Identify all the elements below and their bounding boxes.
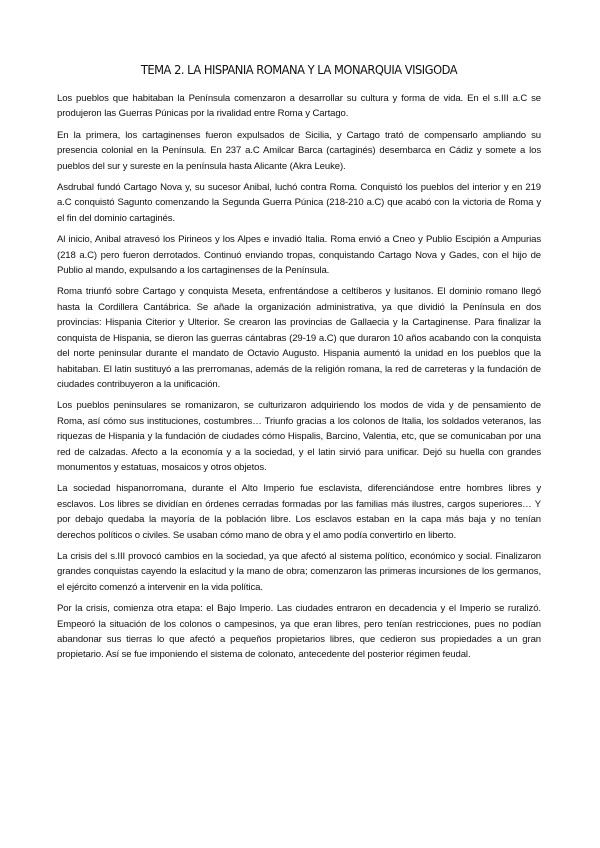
document-title: TEMA 2. LA HISPANIA ROMANA Y LA MONARQUIA VISIGODA bbox=[140, 62, 458, 77]
paragraph-2: En la primera, los cartaginenses fueron expulsados de Sicilia, y Cartago trató de compensarlo ampliando su presencia colonial en la Península. En 237 a.C Amilcar Barca (cartaginés) desembarca en Cádiz y somete a los pueblos del sur y sureste en la península hasta Alicante (Akra Leuke). bbox=[57, 129, 541, 172]
paragraph-8: La crisis del s.III provocó cambios en la sociedad, ya que afectó al sistema político, económico y social. Finalizaron grandes conquistas cayendo la eslacitud y la mano de obra; comenzaron las primeras incursiones de los germanos, el ejército comenzó a intervenir en la vida política. bbox=[57, 550, 541, 593]
paragraph-3: Asdrubal fundó Cartago Nova y, su sucesor Anibal, luchó contra Roma. Conquistó los pueblos del interior y en 219 a.C conquistó Sagunto comenzando la Segunda Guerra Púnica (218-210 a.C) que acabó con la victoria de Roma y el fin del dominio cartaginés. bbox=[57, 182, 541, 224]
paragraph-7: La sociedad hispanorromana, durante el Alto Imperio fue esclavista, diferenciándose entre hombres libres y esclavos. Los libres se dividían en órdenes cerradas formadas por las familias más ilustres, cargos superiores… Y por debajo quedaba la mayoría de la población libre. Los esclavos estaban en la capa más baja y no tenían derechos políticos o civiles. Se usaban cómo mano de obra y el amo podía convertirlo en liberto. bbox=[57, 483, 541, 541]
paragraph-5: Roma triunfó sobre Cartago y conquista Meseta, enfrentándose a celtíberos y lusitanos. El dominio romano llegó hasta la Cordillera Cantábrica. Se añade la organización administrativa, ya que dividió la Península en dos provincias: Hispania Citerior y Ulterior. Se crearon las provincias de Gallaecia y la Cartaginense. Para finalizar la conquista de Hispania, se dieron las guerras cántabras (29-19 a.C) que duraron 10 años acabando con la conquista del norte peninsular durante el mandato de Octavio Augusto. Hispania aumentó la unidad en los pueblos que la habitaban. El latin sustituyó a las prerromanas, además de la religión romana, la red de carreteras y la fundación de ciudades contribuyeron a la unificación. bbox=[57, 286, 541, 390]
paragraph-6: Los pueblos peninsulares se romanizaron, se culturizaron adquiriendo los modos de vida y de pensamiento de Roma, así cómo sus instituciones, costumbres… Triunfo gracias a los colonos de Italia, los soldados veteranos, las riquezas de Hispania y la fundación de ciudades cómo Hispalis, Barcino, Valentia, etc, que se comunicaban por una red de calzadas. Afecto a la economía y a la sociedad, y el latin sirvió para unificar. Dejó su huella con grandes monumentos y estatuas, mosaicos y otros objetos. bbox=[57, 400, 541, 473]
document-page bbox=[57, 62, 541, 669]
paragraph-1: Los pueblos que habitaban la Península comenzaron a desarrollar su cultura y forma de vida. En el s.III a.C se produjeron las Guerras Púnicas por la rivalidad entre Roma y Cartago. bbox=[57, 93, 541, 120]
paragraph-9: Por la crisis, comienza otra etapa: el Bajo Imperio. Las ciudades entraron en decadencia y el Imperio se ruralizó. Empeoró la situación de los colonos o campesinos, ya que eran libres, pero tenían restricciones, pues no podían abandonar sus tierras lo que afectó a pequeños propietarios libres, que cedieron sus propiedades a un gran propietario. Así se fue imponiendo el sistema de colonato, antecedente del posterior régimen feudal. bbox=[57, 603, 541, 661]
paragraph-4: Al inicio, Anibal atravesó los Pirineos y los Alpes e invadió Italia. Roma envió a Cneo y Publio Escipión a Ampurias (218 a.C) pero fueron derrotados. Continuó enviando tropas, conquistando Cartago Nova y Gades, con el hijo de Publio al mando, expulsando a los cartaginenses de la Península. bbox=[57, 234, 541, 277]
